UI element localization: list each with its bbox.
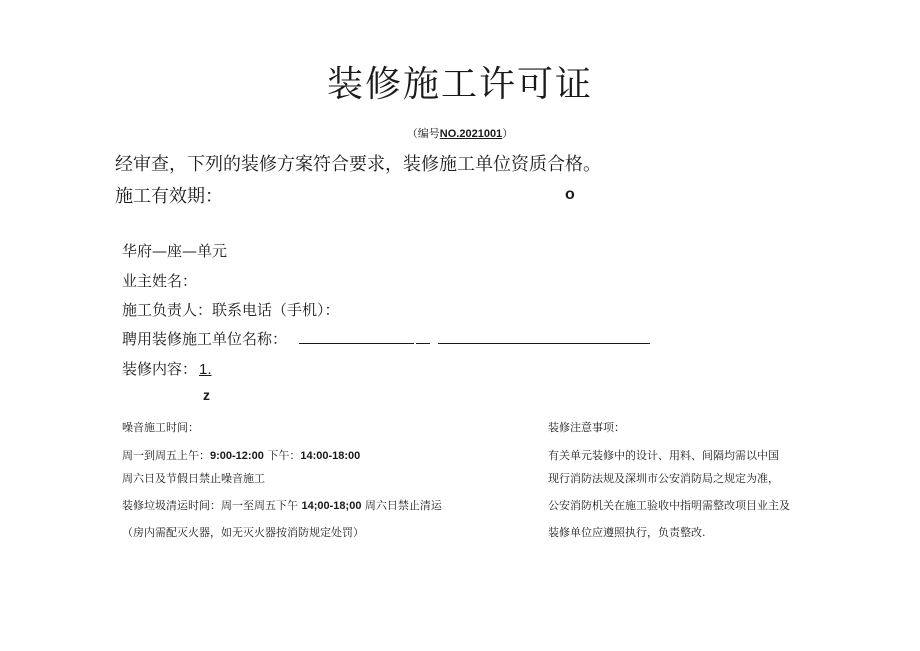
notice-line: 现行消防法规及深圳市公安消防局之规定为准，	[548, 472, 779, 485]
renovation-content-item-2: z	[203, 387, 210, 403]
validity-end-mark: o	[565, 186, 575, 203]
company-name-label: 聘用装修施工单位名称：	[122, 330, 288, 348]
owner-name-field: 业主姓名：	[122, 272, 198, 290]
renovation-content-field	[122, 358, 212, 379]
page-title: 装修施工许可证	[326, 64, 593, 105]
permit-number-suffix: ）	[502, 127, 514, 140]
weekday-mid: 下午：	[263, 449, 301, 462]
garbage-time: 14;00-18;00	[301, 500, 362, 512]
company-name-blank	[416, 329, 430, 344]
manager-phone-field: 施工负责人：联系电话（手机）：	[122, 301, 340, 319]
extinguisher-note: （房内需配灭火器，如无灭火器按消防规定处罚）	[122, 526, 364, 539]
weekday-noise-hours	[122, 447, 360, 463]
renovation-content-label: 装修内容：	[122, 360, 198, 378]
garbage-prefix: 装修垃圾清运时间：周一至周五下午	[122, 499, 302, 512]
notice-line: 有关单元装修中的设计、用料、间隔均需以中国	[548, 449, 779, 462]
permit-number-value: NO.2021001	[439, 128, 503, 140]
approval-statement: 经审查，下列的装修方案符合要求，装修施工单位资质合格。	[115, 154, 601, 175]
garbage-removal-hours	[122, 497, 442, 513]
weekday-am-hours: 9:00-12:00	[210, 450, 264, 462]
weekend-noise-ban: 周六日及节假日禁止噪音施工	[122, 472, 265, 485]
weekday-pm-hours: 14:00-18:00	[300, 450, 361, 462]
company-name-blank	[299, 329, 414, 344]
notice-title: 装修注意事项：	[548, 421, 625, 434]
renovation-content-item-1: 1.	[199, 361, 212, 378]
noise-time-title: 噪音施工时间：	[122, 421, 199, 434]
company-name-blank	[438, 329, 650, 344]
company-name-field	[122, 328, 650, 349]
validity-label: 施工有效期：	[115, 186, 223, 207]
permit-number-prefix: （编号	[406, 127, 440, 140]
weekday-prefix: 周一到周五上午：	[122, 449, 210, 462]
permit-number	[0, 125, 920, 141]
location-field: 华府—座—单元	[122, 242, 228, 260]
notice-line: 公安消防机关在施工验收中指明需整改项目业主及	[548, 499, 790, 512]
notice-line: 装修单位应遵照执行，负责整改.	[548, 526, 706, 539]
garbage-suffix: 周六日禁止清运	[361, 499, 442, 512]
